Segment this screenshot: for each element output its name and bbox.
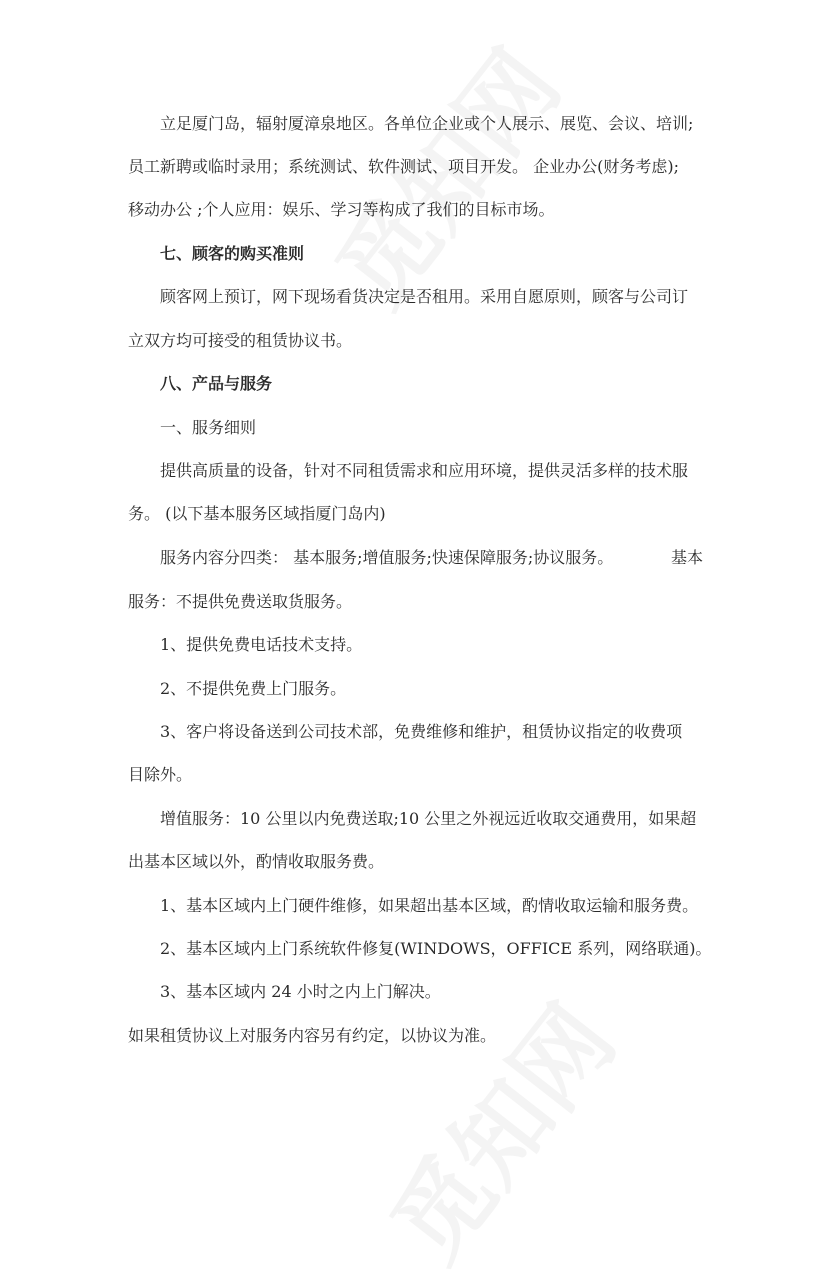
list-item: 2、基本区域内上门系统软件修复(WINDOWS，OFFICE 系列，网络联通)。 [160, 939, 712, 958]
list-item: 2、不提供免费上门服务。 [160, 679, 347, 698]
paragraph-line: 立足厦门岛，辐射厦漳泉地区。各单位企业或个人展示、展览、会议、培训; [160, 114, 694, 133]
paragraph-line: 移动办公 ;个人应用：娱乐、学习等构成了我们的目标市场。 [128, 200, 555, 219]
watermark-lower [355, 973, 640, 1284]
paragraph-line: 如果租赁协议上对服务内容另有约定，以协议为准。 [128, 1026, 497, 1045]
list-item: 1、基本区域内上门硬件维修，如果超出基本区域，酌情收取运输和服务费。 [160, 896, 699, 915]
paragraph-line: 出基本区域以外，酌情收取服务费。 [128, 852, 385, 871]
paragraph-line: 增值服务：10 公里以内免费送取;10 公里之外视远近收取交通费用，如果超 [160, 809, 697, 828]
paragraph-line: 顾客网上预订，网下现场看货决定是否租用。采用自愿原则，顾客与公司订 [160, 287, 689, 306]
list-item: 1、提供免费电话技术支持。 [160, 635, 363, 654]
paragraph-line-left: 服务内容分四类： 基本服务;增值服务;快速保障服务;协议服务。 [160, 548, 614, 567]
subsection-heading: 一、服务细则 [160, 418, 257, 437]
paragraph-line-right: 基本 [670, 548, 703, 567]
paragraph-line: 服务：不提供免费送取货服务。 [128, 592, 353, 611]
list-item: 3、基本区域内 24 小时之内上门解决。 [160, 982, 441, 1001]
list-item: 3、客户将设备送到公司技术部，免费维修和维护，租赁协议指定的收费项 [160, 722, 683, 741]
paragraph-line: 员工新聘或临时录用；系统测试、软件测试、项目开发。 企业办公(财务考虑); [128, 157, 679, 176]
paragraph-line: 立双方均可接受的租赁协议书。 [128, 331, 353, 350]
paragraph-line: 目除外。 [128, 765, 193, 784]
paragraph-line-split [160, 550, 703, 566]
paragraph-line: 务。 (以下基本服务区域指厦门岛内) [128, 504, 386, 523]
section-heading: 八、产品与服务 [160, 374, 273, 393]
paragraph-line: 提供高质量的设备，针对不同租赁需求和应用环境，提供灵活多样的技术服 [160, 461, 689, 480]
section-heading: 七、顾客的购买准则 [160, 244, 305, 263]
